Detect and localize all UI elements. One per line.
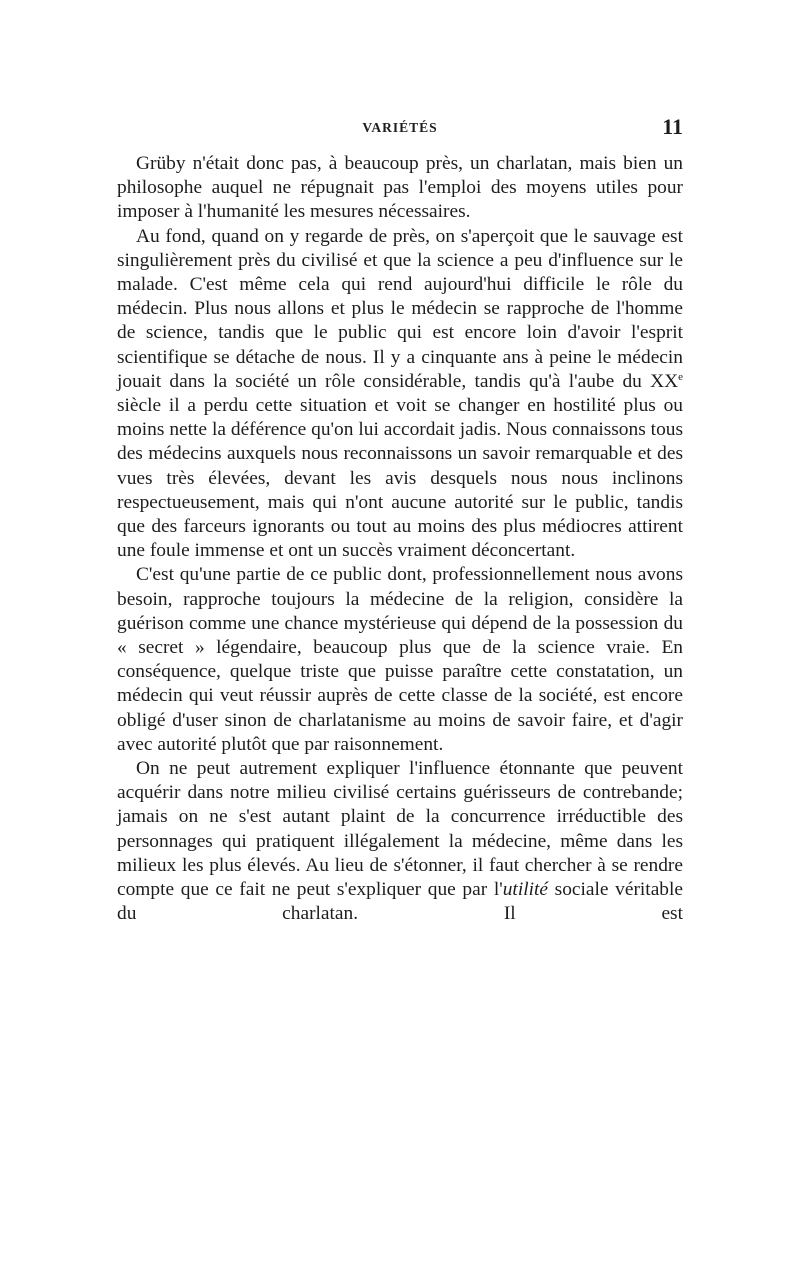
paragraph-1: Grüby n'était donc pas, à beaucoup près, un charlatan, mais bien un philosophe auquel ne répugnait pas l'emploi des moyens utiles pour imposer à l'humanité les mesures nécessaires. — [117, 153, 683, 223]
paragraph-4 — [117, 757, 683, 926]
paragraph-2-part-2: siècle il a perdu cette situation et voit se changer en hostilité plus ou moins nette la déférence qu'on lui accordait jadis. Nous connaissons tous des médecins auxquels nous reconnaissons un savoir remarquable et des vues très élevées, devant les avis desquels nous nous inclinons respectueusement, mais qui n'ont aucune autorité sur le public, tandis que des farceurs ignorants ou tout au moins des plus médiocres attirent une foule immense et ont un succès vraiment déconcertant. — [117, 395, 683, 562]
running-head — [117, 114, 683, 152]
century-numeral: XX — [650, 370, 679, 392]
paragraph-3: C'est qu'une partie de ce public dont, professionnellement nous avons besoin, rapproche toujours la médecine de la religion, considère la guérison comme une chance mystérieuse qui dépend de la possession du « secret » légendaire, beaucoup plus que de la science vraie. En conséquence, quelque triste que puisse paraître cette constatation, un médecin qui veut réussir auprès de cette classe de la société, est encore obligé d'user sinon de charlatanisme au moins de savoir faire, et d'agir avec autorité plutôt que par raisonnement. — [117, 564, 683, 755]
running-title: VARIÉTÉS — [362, 120, 438, 135]
emphasis-utilite: utilité — [502, 879, 548, 901]
paragraph-4-part-1: On ne peut autrement expliquer l'influence étonnante que peuvent acquérir dans notre milieu civilisé certains guérisseurs de contrebande; jamais on ne s'est autant plaint de la concurrence irréductible des personnages qui pratiquent illégalement la médecine, même dans les milieux les plus élevés. Au lieu de s'étonner, il faut chercher à se rendre compte que ce fait ne peut s'expliquer que par l' — [117, 758, 683, 901]
body-text — [117, 152, 683, 927]
century-superscript: e — [678, 370, 683, 383]
page-number: 11 — [662, 114, 683, 139]
book-page — [117, 114, 683, 927]
paragraph-2 — [117, 225, 683, 564]
paragraph-2-part-1: Au fond, quand on y regarde de près, on s'aperçoit que le sauvage est singulièrement près du civilisé et que la science a peu d'influence sur le malade. C'est même cela qui rend aujourd'hui difficile le rôle du médecin. Plus nous allons et plus le médecin se rapproche de l'homme de science, tandis que le public qui est encore loin d'avoir l'esprit scientifique se détache de nous. Il y a cinquante ans à peine le médecin jouait dans la société un rôle considérable, tandis qu'à l'aube du — [117, 225, 683, 392]
paragraph-4-part-2: sociale véritable du charlatan. Il est — [117, 879, 683, 925]
